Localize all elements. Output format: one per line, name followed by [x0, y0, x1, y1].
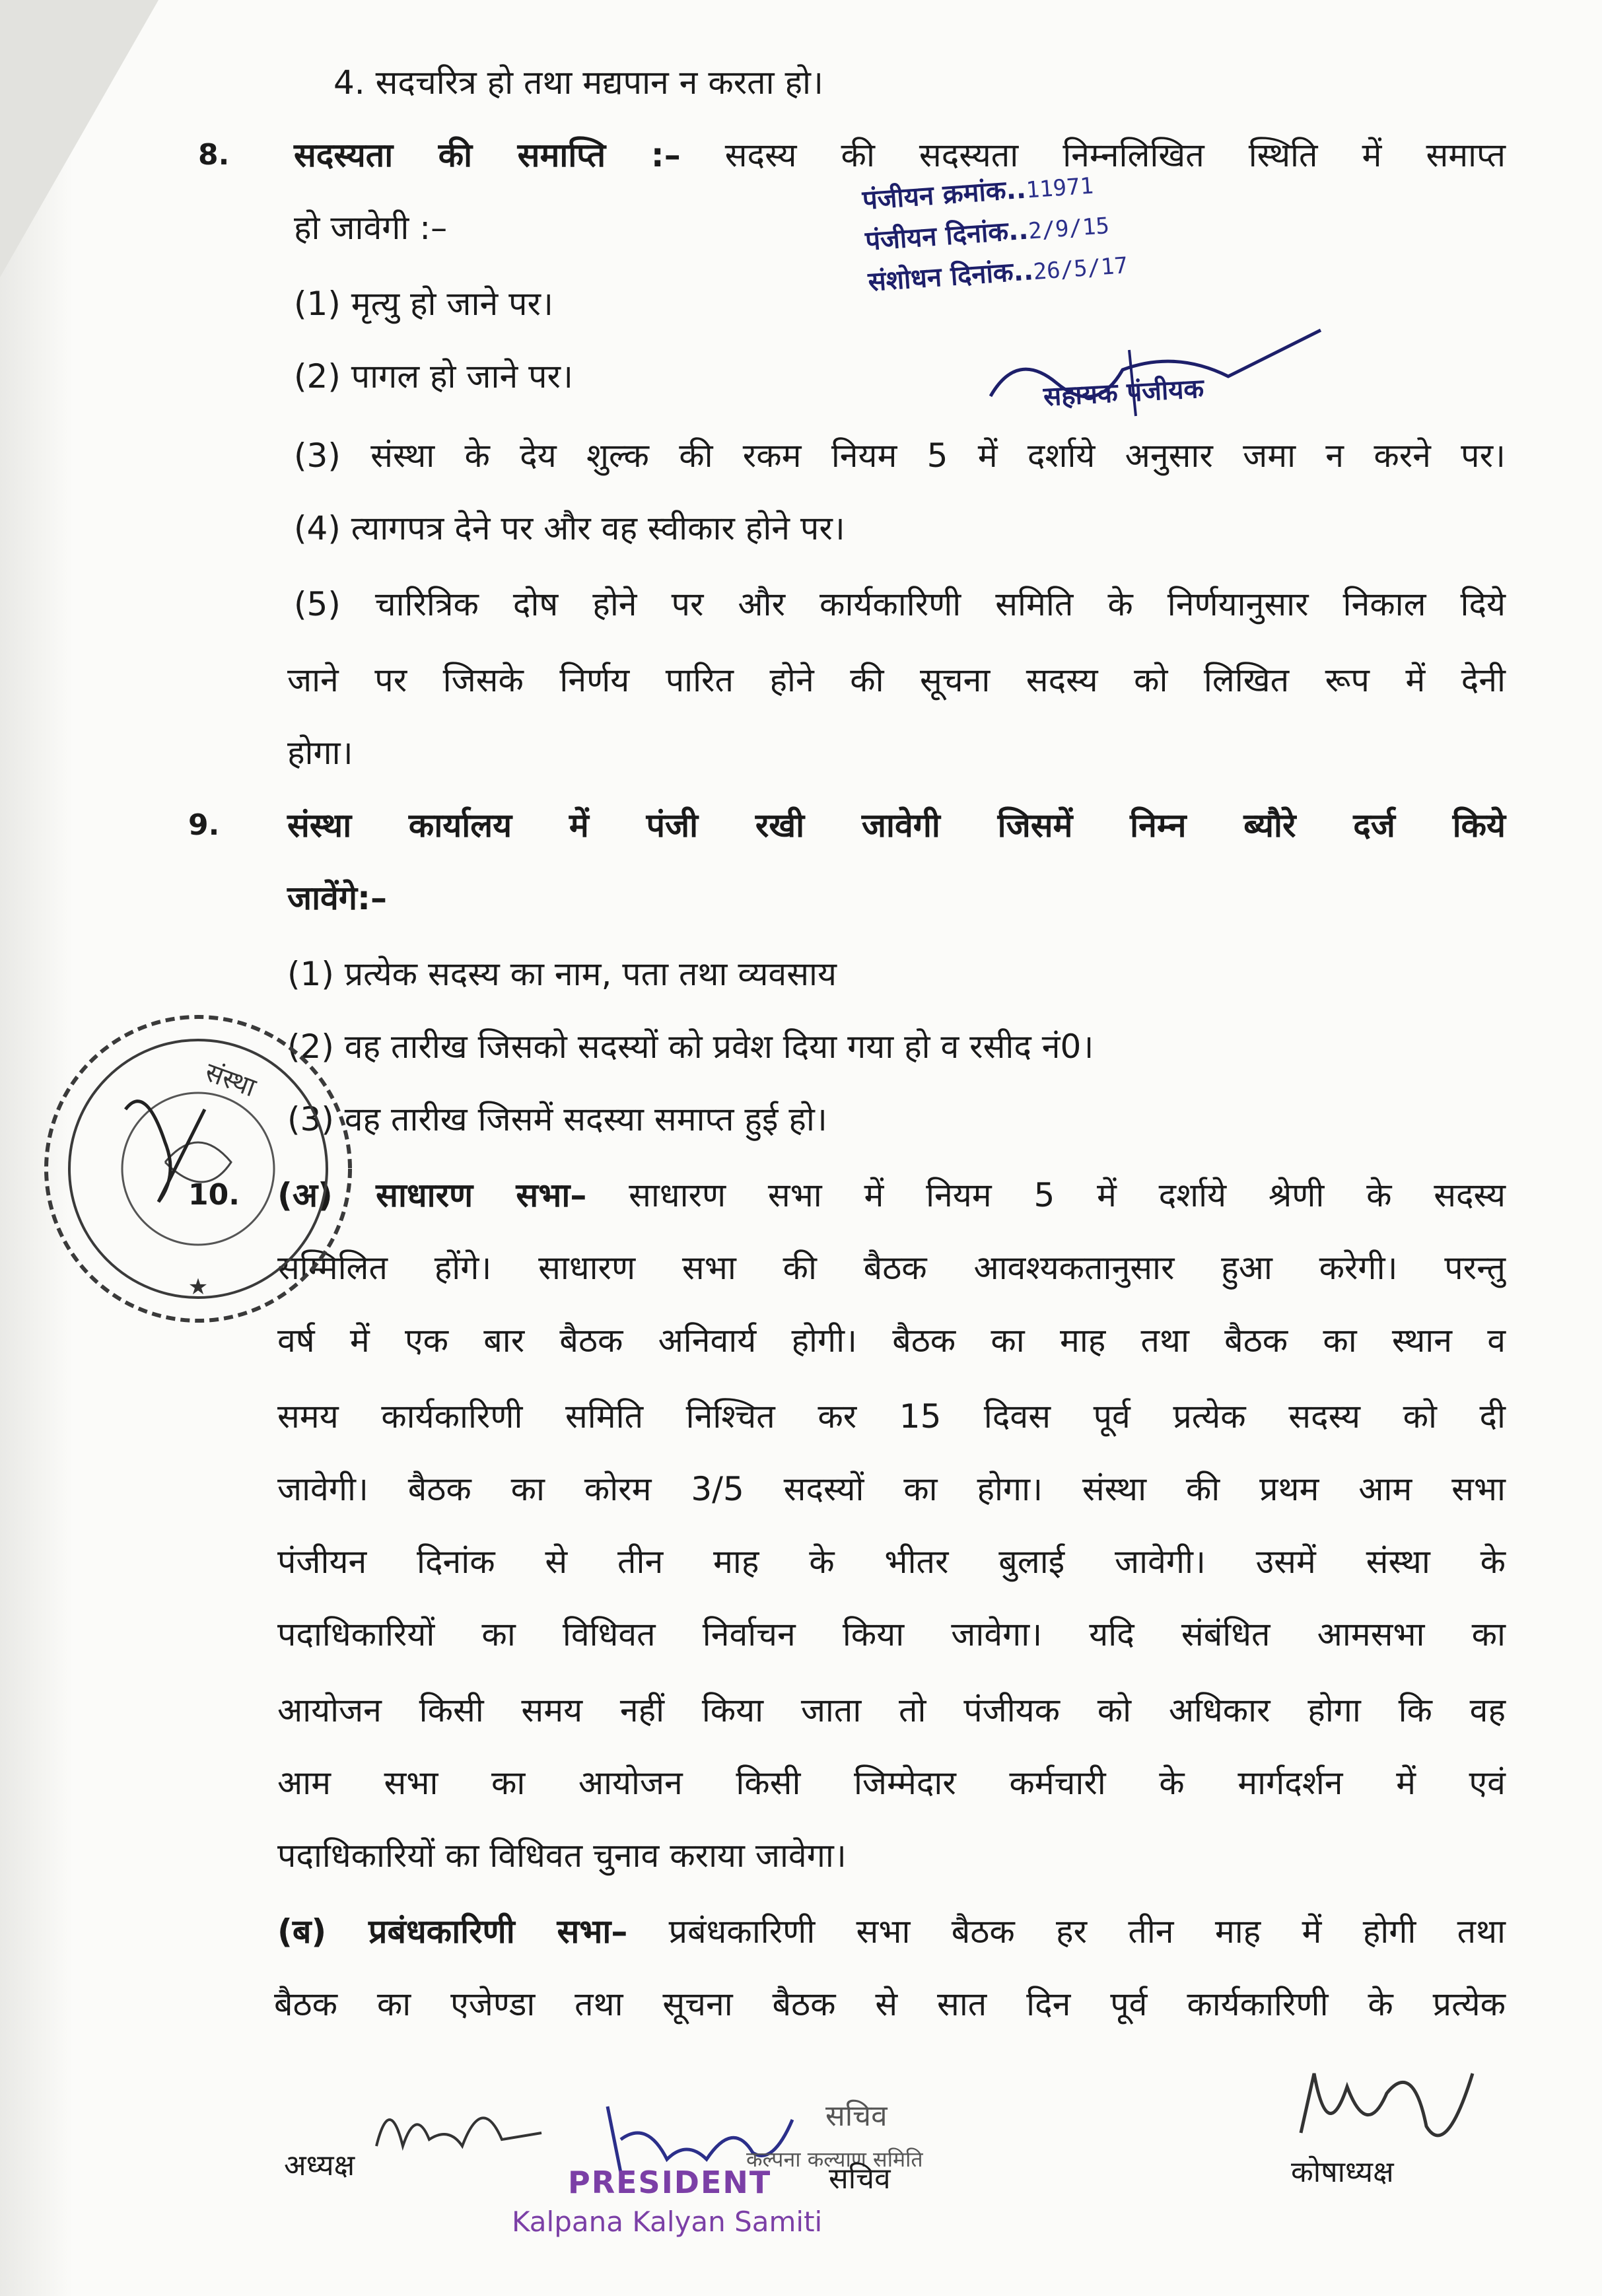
section-10-line-3: वर्ष में एक बार बैठक अनिवार्य होगी। बैठक का माह तथा बैठक का स्थान व [277, 1321, 1506, 1360]
svg-text:संस्था: संस्था [201, 1057, 260, 1103]
assistant-registrar-label: सहायक पंजीयक [1042, 373, 1205, 413]
section-10b-heading: (ब) प्रबंधकारिणी सभा– [277, 1912, 628, 1951]
section-10b-line-1 [277, 1908, 1506, 1955]
registration-number-label: पंजीयन क्रमांक [861, 175, 1007, 216]
amendment-date-row: संशोधन दिनांक..26/5/17 [867, 252, 1129, 298]
section-8-item-3: (3) संस्था के देय शुल्क की रकम नियम 5 में दर्शाये अनुसार जमा न करने पर। [294, 436, 1506, 475]
section-9-line-2: जावेंगे:– [287, 879, 387, 917]
section-10-line-10: पदाधिकारियों का विधिवत चुनाव कराया जावेगा। [277, 1836, 847, 1875]
amendment-date-label: संशोधन दिनांक [867, 257, 1015, 298]
section-8-item-5-line-2: जाने पर जिसके निर्णय पारित होने की सूचना सदस्य को लिखित रूप में देनी [287, 661, 1506, 699]
registration-date-value: 2/9/15 [1027, 212, 1111, 245]
section-10-line-1-text: साधारण सभा में नियम 5 में दर्शाये श्रेणी के सदस्य [629, 1176, 1506, 1214]
section-9-item-1: (1) प्रत्येक सदस्य का नाम, पता तथा व्यवसाय [287, 955, 837, 993]
treasurer-label: कोषाध्यक्ष [1291, 2155, 1394, 2189]
section-10-line-8: आयोजन किसी समय नहीं किया जाता तो पंजीयक को अधिकार होगा कि वह [277, 1691, 1506, 1729]
section-10-line-7: पदाधिकारियों का विधिवत निर्वाचन किया जावेगा। यदि संबंधित आमसभा का [277, 1615, 1506, 1653]
society-seal [33, 1004, 363, 1334]
folded-corner [0, 0, 158, 277]
section-10b-line-1-text: प्रबंधकारिणी सभा बैठक हर तीन माह में होगी तथा [668, 1912, 1506, 1951]
section-10-line-1 [277, 1172, 1506, 1218]
section-9-item-3: (3) वह तारीख जिसमें सदस्या समाप्त हुई हो। [287, 1100, 827, 1138]
section-8-number: 8. [198, 138, 230, 172]
section-10-line-9: आम सभा का आयोजन किसी जिम्मेदार कर्मचारी के मार्गदर्शन में एवं [277, 1764, 1506, 1802]
section-10-line-5: जावेगी। बैठक का कोरम 3/5 सदस्यों का होगा। संस्था की प्रथम आम सभा [277, 1470, 1506, 1508]
section-10-line-2: सम्मिलित होंगे। साधारण सभा की बैठक आवश्यकतानुसार हुआ करेगी। परन्तु [277, 1249, 1506, 1287]
section-9-number: 9. [188, 808, 220, 842]
section-8-line-1-text: सदस्य की सदस्यता निम्नलिखित स्थिति में समाप्त [724, 136, 1506, 174]
secretary-label: सचिव [829, 2162, 891, 2196]
amendment-date-value: 26/5/17 [1032, 252, 1129, 286]
section-8-item-5-line-1: (5) चारित्रिक दोष होने पर और कार्यकारिणी समिति के निर्णयानुसार निकाल दिये [294, 585, 1506, 623]
section-8-line-1 [294, 132, 1506, 178]
clause-7-item-4: 4. सदचरित्र हो तथा मद्यपान न करता हो। [333, 63, 823, 102]
section-8-item-5-line-3: होगा। [287, 734, 353, 772]
section-8-item-1: (1) मृत्यु हो जाने पर। [294, 285, 553, 323]
section-9-line-1: संस्था कार्यालय में पंजी रखी जावेगी जिसमें निम्न ब्यौरे दर्ज किये [287, 806, 1506, 845]
registration-number-value: 11971 [1025, 172, 1095, 204]
registration-number-row: पंजीयन क्रमांक..11971 [861, 172, 1095, 216]
treasurer-signature [1288, 2047, 1486, 2166]
registration-date-row: पंजीयन दिनांक..2/9/15 [864, 212, 1111, 257]
svg-text:★: ★ [188, 1274, 209, 1300]
section-8-item-4: (4) त्यागपत्र देने पर और वह स्वीकार होने पर। [294, 509, 845, 547]
registration-stamp [861, 162, 1129, 303]
section-8-heading: सदस्यता की समाप्ति :– [294, 136, 681, 174]
section-10-number: 10. [188, 1178, 240, 1212]
president-organization: Kalpana Kalyan Samiti [512, 2206, 823, 2238]
section-9-item-2: (2) वह तारीख जिसको सदस्यों को प्रवेश दिया गया हो व रसीद नं0। [287, 1027, 1094, 1066]
section-10b-line-2: बैठक का एजेण्डा तथा सूचना बैठक से सात दिन पूर्व कार्यकारिणी के प्रत्येक [274, 1985, 1506, 2023]
registration-date-label: पंजीयन दिनांक [864, 216, 1010, 257]
president-label: अध्यक्ष [284, 2149, 355, 2182]
section-8-item-2: (2) पागल हो जाने पर। [294, 357, 573, 396]
secretary-stamp-organization: कल्पना कल्याण समिति [746, 2147, 923, 2172]
section-10-line-6: पंजीयन दिनांक से तीन माह के भीतर बुलाई जावेगी। उसमें संस्था के [277, 1543, 1506, 1581]
section-8-line-2: हो जावेगी :– [294, 209, 448, 247]
president-signature-1 [370, 2080, 555, 2173]
secretary-stamp-title: सचिव [825, 2099, 888, 2133]
section-10-line-4: समय कार्यकारिणी समिति निश्चित कर 15 दिवस पूर्व प्रत्येक सदस्य को दी [277, 1397, 1506, 1436]
president-stamp: PRESIDENT [568, 2165, 772, 2200]
section-10a-heading: (अ) साधारण सभा– [277, 1176, 587, 1214]
